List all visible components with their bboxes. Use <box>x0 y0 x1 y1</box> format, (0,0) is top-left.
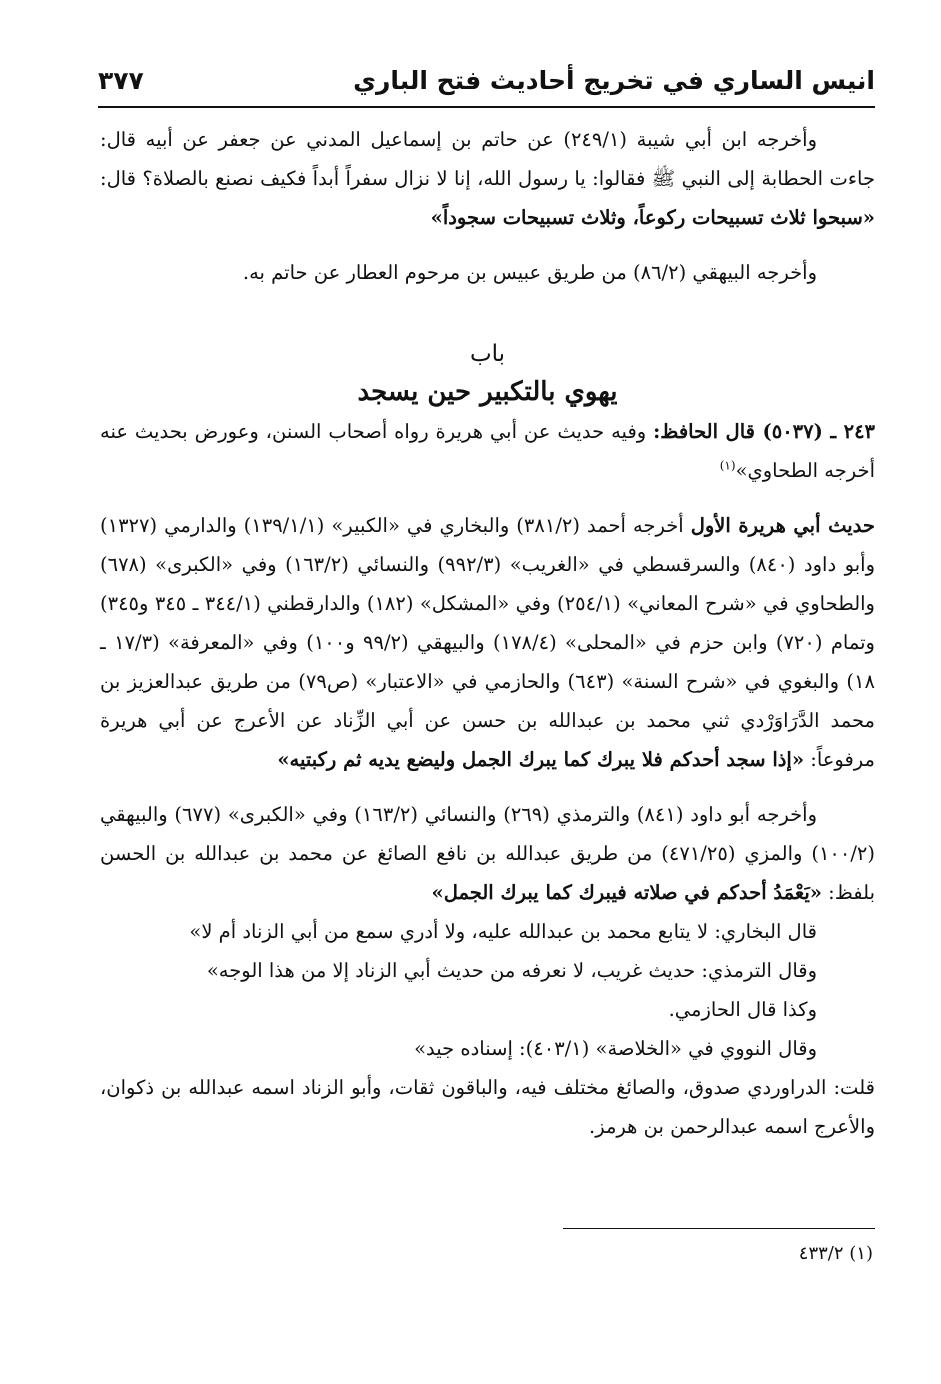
hadith-quote: «سبحوا ثلاث تسبيحات ركوعاً، وثلاث تسبيحات سجوداً» <box>430 206 875 229</box>
hadith-quote: «يَعْمَدُ أحدكم في صلاته فيبرك كما يبرك الجمل» <box>431 881 822 904</box>
entry-number: ٢٤٣ ـ (٥٠٣٧) قال الحافظ: <box>653 420 876 443</box>
footnote-number: (١) <box>849 1243 873 1264</box>
page-header <box>98 62 875 108</box>
chapter-title: يهوي بالتكبير حين يسجد <box>357 377 618 407</box>
footnote <box>799 1240 873 1268</box>
quote-bukhari: قال البخاري: لا يتابع محمد بن عبدالله عليه، ولا أدري سمع من أبي الزناد أم لا» <box>189 920 817 943</box>
paragraph-takhrij <box>100 506 875 779</box>
quote-tirmidhi: وقال الترمذي: حديث غريب، لا نعرفه من حديث أبي الزناد إلا من هذا الوجه» <box>206 959 817 982</box>
quote-nawawi: وقال النووي في «الخلاصة» (٤٠٣/١): إسناده جيد» <box>414 1037 817 1060</box>
page-number: ٣٧٧ <box>98 66 144 95</box>
footnote-divider <box>563 1228 875 1229</box>
page-body <box>100 120 875 1146</box>
footnote-reference: (١) <box>719 458 736 473</box>
paragraph-bayhaqi: وأخرجه البيهقي (٨٦/٢) من طريق عبيس بن مرحوم العطار عن حاتم به. <box>242 261 817 284</box>
entry-text: وفيه حديث عن أبي هريرة رواه أصحاب السنن، وعورض بحديث عنه أخرجه الطحاوي» <box>100 420 875 482</box>
footnote-text: ٤٣٣/٢ <box>798 1243 844 1264</box>
paragraph-conclusion: قلت: الدراوردي صدوق، والصائغ مختلف فيه، والباقون ثقات، وأبو الزناد اسمه عبدالله بن ذكوان، والأعرج اسمه عبدالرحمن بن هرمز. <box>100 1076 875 1138</box>
paragraph-text: وأخرجه أبو داود (٨٤١) والترمذي (٢٦٩) والنسائي (١٦٣/٢) وفي «الكبرى» (٦٧٧) والبيهقي (١٠٠/٢) والمزي (٤٧١/٢٥) من طريق عبدالله بن نافع الصائغ عن محمد بن عبدالله بن الحسن بلفظ: <box>100 803 876 904</box>
hadith-quote: «إذا سجد أحدكم فلا يبرك كما يبرك الجمل وليضع يديه ثم ركبتيه» <box>277 748 805 771</box>
paragraph-text: وأخرجه ابن أبي شيبة (٢٤٩/١) عن حاتم بن إسماعيل المدني عن جعفر عن أبيه قال: جاءت الحطابة إلى النبي ﷺ فقالوا: يا رسول الله، إنا لا نزال سفراً أبداً فكيف نصنع بالصلاة؟ قال: <box>100 128 875 190</box>
paragraph-lead: حديث أبي هريرة الأول <box>690 514 875 537</box>
running-title: انيس الساري في تخريج أحاديث فتح الباري <box>353 66 875 95</box>
paragraph-ibn-abi-shayba <box>100 120 875 237</box>
chapter-label: باب <box>469 341 506 367</box>
entry-paragraph <box>100 412 875 490</box>
quote-hazimi: وكذا قال الحازمي. <box>668 998 817 1021</box>
paragraph-text: أخرجه أحمد (٣٨١/٢) والبخاري في «الكبير» (١٣٩/١/١) والدارمي (١٣٢٧) وأبو داود (٨٤٠) والسرقسطي في «الغريب» (٩٩٢/٣) والنسائي (١٦٣/٢) وفي «الكبرى» (٦٧٨) والطحاوي في «شرح المعاني» (٢٥٤/١) وفي «المشكل» (١٨٢) والدارقطني (٣٤٤/١ ـ ٣٤٥ و٣٤٥) وتمام (٧٢٠) وابن حزم في «المحلى» (١٧٨/٤) والبيهقي (٩٩/٢ و١٠٠) وفي «المعرفة» (١٧/٣ ـ ١٨) والبغوي في «شرح السنة» (٦٤٣) والحازمي في «الاعتبار» (ص٧٩) من طريق عبدالعزيز بن محمد الدَّرَاوَرْدي ثني محمد بن عبدالله بن حسن عن أبي الزِّناد عن الأعرج عن أبي هريرة مرفوعاً: <box>100 514 875 771</box>
paragraph-abu-dawud <box>100 795 875 912</box>
